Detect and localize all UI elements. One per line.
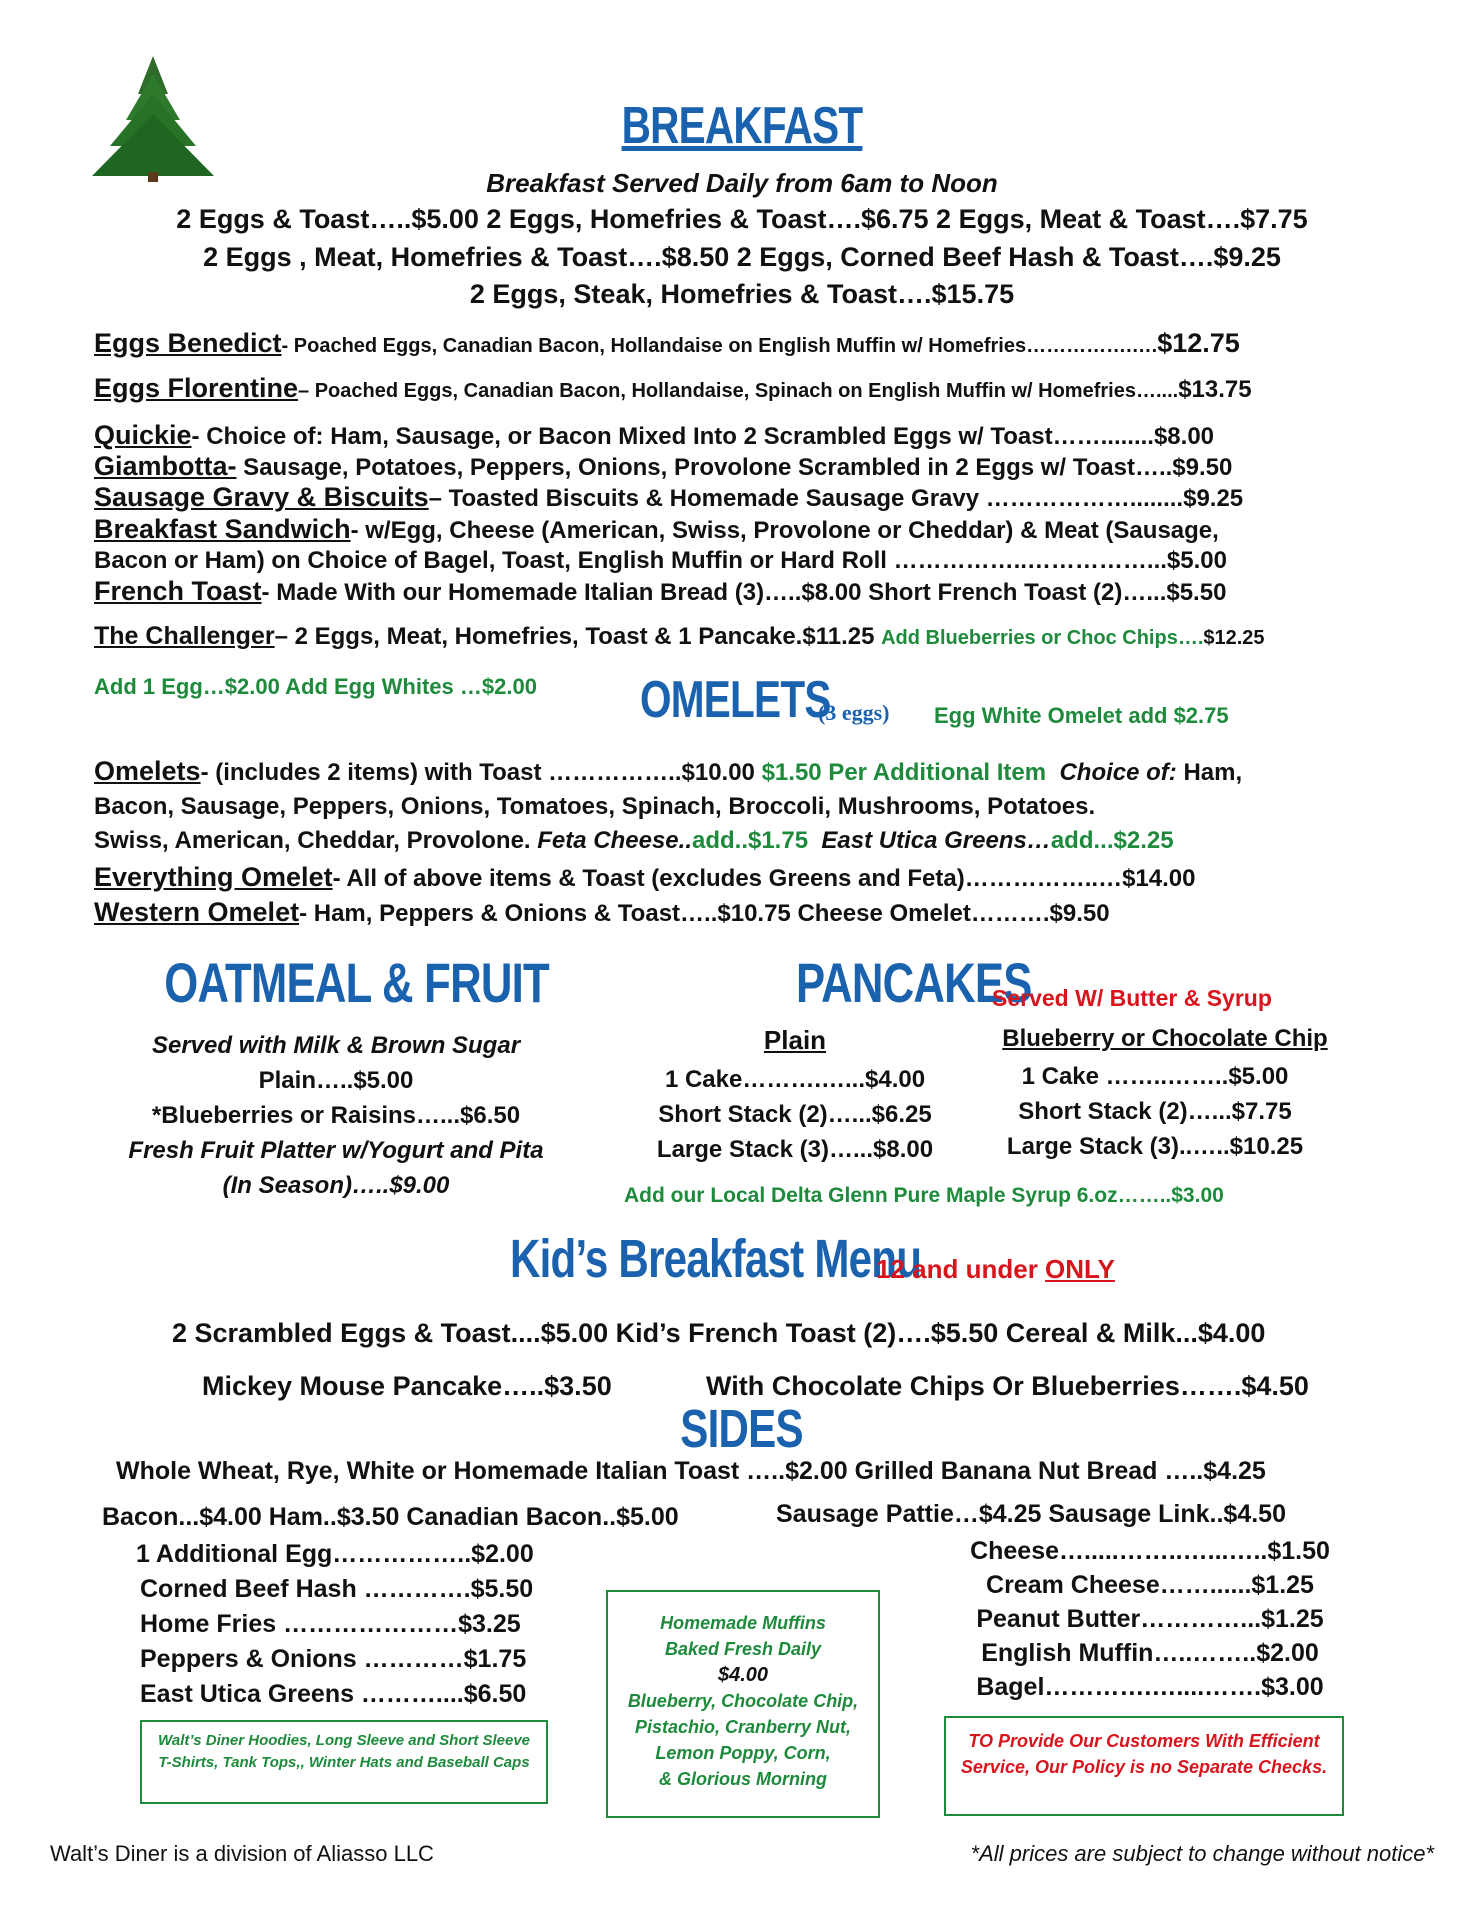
- side-item: East Utica Greens ………....$6.50: [140, 1680, 527, 1708]
- kids-age-note: [876, 1254, 1115, 1285]
- kids-title: Kid’s Breakfast Menu: [510, 1229, 922, 1289]
- muffins-line: Lemon Poppy, Corn,: [655, 1743, 831, 1763]
- item-price: $13.75: [1178, 376, 1252, 403]
- muffins-line: Blueberry, Chocolate Chip,: [627, 1691, 859, 1711]
- feta-label: Feta Cheese..: [537, 827, 692, 854]
- side-item: Corned Beef Hash ………….$5.50: [140, 1575, 534, 1603]
- muffins-line: Baked Fresh Daily: [664, 1639, 822, 1659]
- breakfast-hours: Breakfast Served Daily from 6am to Noon: [486, 168, 998, 198]
- sides-toast-line: Whole Wheat, Rye, White or Homemade Italian Toast …..$2.00 Grilled Banana Nut Bread …..$4.25: [116, 1457, 1266, 1485]
- kids-only-text: ONLY: [1045, 1254, 1115, 1284]
- merch-box: [140, 1720, 548, 1804]
- plain-pancakes-header: Plain: [763, 1025, 827, 1055]
- item-price: $12.75: [1157, 328, 1240, 358]
- french-toast-item: [94, 576, 1226, 607]
- item-desc: - w/Egg, Cheese (American, Swiss, Provolone or Cheddar) & Meat (Sausage,: [350, 517, 1219, 544]
- side-item: English Muffin…..……..$2.00: [981, 1639, 1319, 1667]
- oatmeal-line-4: Fresh Fruit Platter w/Yogurt and Pita: [128, 1137, 544, 1164]
- choice-tail: Ham,: [1176, 759, 1243, 786]
- oatmeal-line-5: (In Season)…..$9.00: [222, 1172, 450, 1199]
- challenger-add: Add Blueberries or Choc Chips….: [881, 627, 1204, 649]
- oatmeal-line-1: Served with Milk & Brown Sugar: [151, 1032, 521, 1059]
- kids-line-1: 2 Scrambled Eggs & Toast....$5.00 Kid’s French Toast (2)….$5.50 Cereal & Milk...$4.00: [172, 1318, 1266, 1348]
- blueberry-pancakes-header: Blueberry or Chocolate Chip: [1002, 1025, 1328, 1052]
- oatmeal-title: OATMEAL & FRUIT: [164, 951, 549, 1014]
- side-item: 1 Additional Egg……………..$2.00: [136, 1540, 534, 1568]
- policy-box: [944, 1716, 1344, 1816]
- item-name: Western Omelet: [94, 897, 300, 927]
- additional-item-price: $1.50 Per Additional Item: [761, 759, 1047, 786]
- sausage-gravy-item: [94, 482, 1243, 513]
- side-item: Peanut Butter…………...$1.25: [976, 1605, 1324, 1633]
- side-item: Peppers & Onions …………$1.75: [140, 1645, 527, 1673]
- item-name: Eggs Benedict: [94, 328, 282, 358]
- oatmeal-line-3: *Blueberries or Raisins…...$6.50: [151, 1102, 521, 1129]
- item-name: Breakfast Sandwich: [94, 514, 351, 544]
- muffins-box: [606, 1590, 880, 1818]
- muffins-price: $4.00: [717, 1664, 769, 1686]
- item-desc: - All of above items & Toast (excludes Greens and Feta)……………..…$14.00: [332, 865, 1196, 892]
- cheese-choices: Swiss, American, Cheddar, Provolone.: [94, 827, 538, 854]
- blueberry-pancakes-list: [990, 1059, 1320, 1164]
- item-name: Eggs Florentine: [94, 373, 299, 403]
- footer-company: Walt’s Diner is a division of Aliasso LLC: [50, 1841, 434, 1866]
- side-item: Home Fries …………………$3.25: [140, 1610, 521, 1638]
- quickie-item: [94, 420, 1214, 451]
- item-name: The Challenger: [94, 622, 275, 650]
- breakfast-line-1: 2 Eggs & Toast…..$5.00 2 Eggs, Homefries & Toast….$6.75 2 Eggs, Meat & Toast….$7.75: [176, 204, 1308, 234]
- kids-mickey-pancake: Mickey Mouse Pancake…..$3.50: [202, 1371, 612, 1401]
- sides-left-list: [136, 1537, 534, 1712]
- sides-sausage-line: Sausage Pattie…$4.25 Sausage Link..$4.50: [776, 1500, 1286, 1528]
- breakfast-title: BREAKFAST: [621, 97, 863, 155]
- breakfast-line-3: 2 Eggs, Steak, Homefries & Toast….$15.75: [469, 279, 1015, 309]
- item-name: Sausage Gravy & Biscuits: [94, 482, 429, 512]
- item-desc: - (includes 2 items) with Toast ……………..$10.00: [200, 759, 762, 786]
- item-desc: - Choice of: Ham, Sausage, or Bacon Mixed Into 2 Scrambled Eggs w/ Toast……........$8.00: [191, 423, 1215, 450]
- omelets-title: OMELETS: [640, 671, 831, 729]
- footer-disclaimer: *All prices are subject to change without notice*: [970, 1841, 1434, 1866]
- pancake-price-row: 1 Cake……….…...$4.00: [664, 1066, 926, 1093]
- breakfast-sandwich-desc-2: Bacon or Ham) on Choice of Bagel, Toast, English Muffin or Hard Roll ……………..……………...$5.00: [94, 547, 1227, 574]
- item-desc: - Ham, Peppers & Onions & Toast…..$10.75 Cheese Omelet……….$9.50: [299, 900, 1110, 927]
- item-desc: - Made With our Homemade Italian Bread (3)…..$8.00 Short French Toast (2)…...$5.50: [261, 579, 1227, 606]
- sides-header: [0, 1398, 1484, 1460]
- sides-title: SIDES: [680, 1399, 804, 1459]
- muffins-line: & Glorious Morning: [659, 1769, 827, 1789]
- giambotta-item: [94, 451, 1232, 482]
- pancake-price-row: 1 Cake ……..……..$5.00: [1021, 1063, 1289, 1090]
- kids-age-text: 12 and under: [876, 1254, 1046, 1284]
- omelets-choices-line-2: Bacon, Sausage, Peppers, Onions, Tomatoes, Spinach, Broccoli, Mushrooms, Potatoes.: [94, 793, 1096, 820]
- pancakes-note: Served W/ Butter & Syrup: [992, 985, 1272, 1011]
- pancake-price-row: Short Stack (2)…...$7.75: [1018, 1098, 1292, 1125]
- side-item: Cheese….....……..…...…..$1.50: [970, 1537, 1330, 1565]
- challenger-add-price: $12.25: [1203, 627, 1265, 649]
- egg-white-note: Egg White Omelet add $2.75: [934, 703, 1229, 728]
- greens-price: add...$2.25: [1050, 827, 1174, 854]
- eggs-florentine-item: [94, 373, 1252, 404]
- pancake-price-row: Large Stack (3)..…..$10.25: [1006, 1133, 1304, 1160]
- muffins-line: Pistachio, Cranberry Nut,: [634, 1717, 852, 1737]
- merch-text: Walt’s Diner Hoodies, Long Sleeve and Short Sleeve T-Shirts, Tank Tops,, Winter Hats and Baseball Caps: [157, 1732, 531, 1771]
- item-desc: Sausage, Potatoes, Peppers, Onions, Provolone Scrambled in 2 Eggs w/ Toast…..$9.50: [236, 454, 1233, 481]
- omelets-choices-line-3: [94, 827, 1174, 855]
- plain-pancakes-list: [640, 1062, 950, 1167]
- item-desc: - Poached Eggs, Canadian Bacon, Hollandaise on English Muffin w/ Homefries…………….….: [281, 335, 1158, 357]
- maple-syrup-note: Add our Local Delta Glenn Pure Maple Syrup 6.oz……..$3.00: [624, 1184, 1224, 1207]
- omelets-item: [94, 756, 1242, 787]
- item-desc: – 2 Eggs, Meat, Homefries, Toast & 1 Pancake.$11.25: [274, 623, 882, 650]
- add-egg-note: Add 1 Egg…$2.00 Add Egg Whites …$2.00: [94, 674, 537, 699]
- pancake-price-row: Short Stack (2)…...$6.25: [658, 1101, 932, 1128]
- side-item: Cream Cheese……......$1.25: [986, 1571, 1314, 1599]
- policy-text: TO Provide Our Customers With Efficient Service, Our Policy is no Separate Checks.: [960, 1731, 1328, 1777]
- everything-omelet-item: [94, 862, 1195, 893]
- feta-price: add..$1.75: [691, 827, 809, 854]
- pancake-price-row: Large Stack (3)…...$8.00: [656, 1136, 934, 1163]
- pancakes-title: PANCAKES: [796, 951, 1032, 1014]
- item-name: Omelets: [94, 756, 201, 786]
- sides-right-list: [960, 1534, 1340, 1704]
- oatmeal-line-2: Plain…..$5.00: [258, 1067, 414, 1094]
- item-desc: – Poached Eggs, Canadian Bacon, Hollandaise, Spinach on English Muffin w/ Homefries…....: [298, 380, 1179, 402]
- greens-label: East Utica Greens…: [821, 827, 1051, 854]
- western-omelet-item: [94, 897, 1110, 928]
- sides-meats-line: Bacon...$4.00 Ham..$3.50 Canadian Bacon..$5.00: [102, 1503, 679, 1531]
- breakfast-sandwich-item: [94, 514, 1219, 545]
- muffins-line: Homemade Muffins: [660, 1613, 826, 1633]
- omelets-eggs-note: (3 eggs): [818, 700, 890, 725]
- breakfast-line-2: 2 Eggs , Meat, Homefries & Toast….$8.50 2 Eggs, Corned Beef Hash & Toast….$9.25: [203, 242, 1281, 272]
- choice-label: Choice of:: [1059, 759, 1177, 786]
- item-desc: – Toasted Biscuits & Homemade Sausage Gravy ………………........$9.25: [428, 485, 1244, 512]
- side-item: Bagel………….…....…….$3.00: [976, 1673, 1324, 1701]
- item-name: French Toast: [94, 576, 262, 606]
- oatmeal-header: [110, 950, 560, 1015]
- eggs-benedict-item: [94, 328, 1240, 359]
- item-name: Giambotta-: [94, 451, 237, 481]
- kids-chips-option: With Chocolate Chips Or Blueberries…….$4.50: [706, 1371, 1309, 1401]
- challenger-item: [94, 622, 1265, 651]
- item-name: Everything Omelet: [94, 862, 333, 892]
- item-name: Quickie: [94, 420, 192, 450]
